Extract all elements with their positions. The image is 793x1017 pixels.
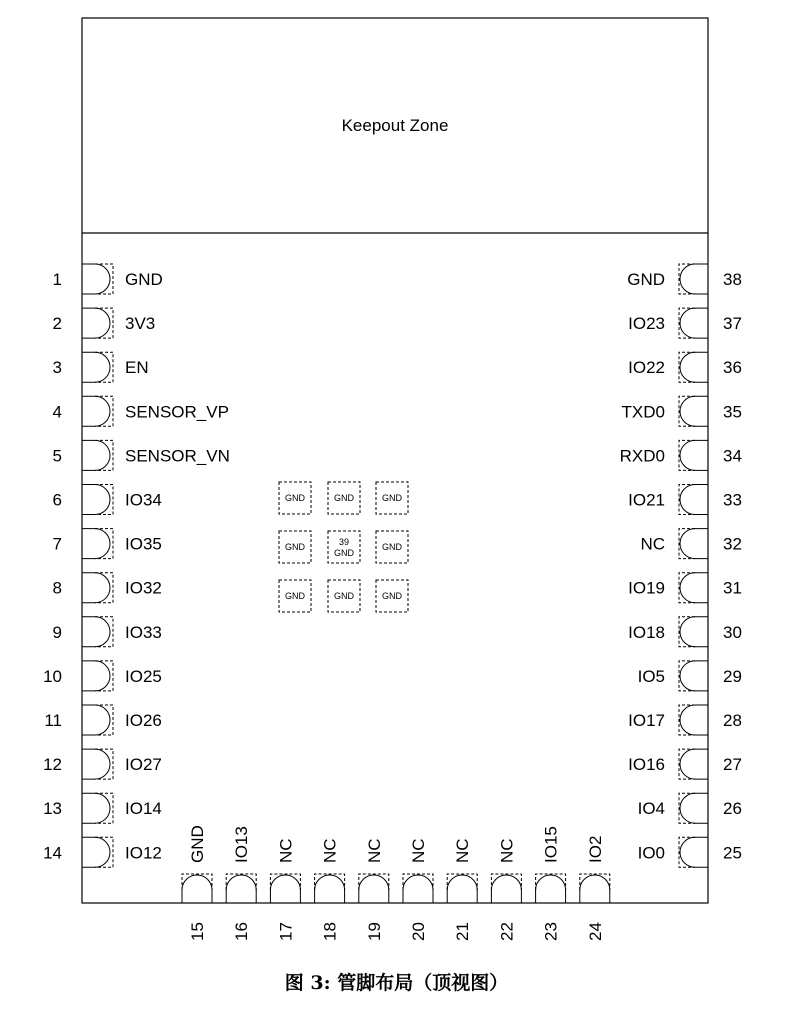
ground-pad [328, 482, 360, 514]
pin-pad [82, 396, 110, 426]
pin-number: 24 [585, 922, 605, 941]
bottom-pin-row [182, 825, 610, 941]
pin-pad [680, 617, 708, 647]
pin-number: 4 [52, 402, 62, 422]
pin-left [43, 661, 162, 691]
pin-number: 11 [44, 711, 62, 730]
pin-name: 3V3 [125, 314, 156, 334]
pin-name: IO34 [125, 490, 162, 510]
pin-number: 34 [723, 446, 742, 466]
ground-pad-label: GND [285, 493, 305, 503]
pin-number: 7 [52, 534, 62, 554]
pin-name: SENSOR_VN [125, 446, 230, 466]
pin-pad [82, 661, 110, 691]
pin-pad-outline [270, 874, 300, 890]
pin-right [628, 485, 742, 515]
pin-pad [536, 875, 566, 903]
right-pin-column [620, 264, 742, 867]
pin-right [628, 749, 742, 779]
ground-pad [279, 580, 311, 612]
pin-pad [680, 264, 708, 294]
pin-number: 31 [723, 578, 742, 598]
pin-left [53, 396, 229, 426]
pin-number: 3 [52, 358, 62, 378]
pin-pad [82, 485, 110, 515]
left-pin-column [43, 264, 230, 867]
ground-pad-label: GND [382, 591, 402, 601]
pin-pad [680, 529, 708, 559]
pin-pad [82, 264, 110, 294]
pin-right [628, 617, 742, 647]
pin-name: NC [497, 838, 517, 863]
pin-number: 13 [43, 799, 62, 819]
pin-pad-outline [447, 874, 477, 890]
pin-number: 12 [43, 755, 62, 775]
pin-name: NC [364, 838, 384, 863]
pin-pad [82, 837, 110, 867]
pin-pad-outline [226, 874, 256, 890]
pin-name: IO23 [628, 314, 665, 334]
figure-caption: 图 3: 管脚布局（顶视图） [284, 972, 509, 994]
pin-name: IO16 [628, 755, 665, 775]
ground-pad [279, 482, 311, 514]
pin-pad [680, 573, 708, 603]
pin-name: GND [188, 825, 207, 863]
pin-number: 16 [232, 922, 252, 941]
pin-pad-outline [679, 396, 695, 426]
ground-pad [279, 531, 311, 563]
ground-pad-label: GND [334, 493, 354, 503]
pin-name: GND [125, 270, 163, 289]
ground-pad-number: 39 [338, 537, 350, 547]
pin-name: IO21 [628, 490, 665, 510]
pin-pad-outline [679, 308, 695, 338]
pin-left [53, 485, 162, 515]
pin-pad [680, 396, 708, 426]
pin-pad-outline [679, 440, 695, 470]
pin-pad [680, 352, 708, 382]
pin-pad [82, 352, 110, 382]
pin-pad-outline [536, 874, 566, 890]
pin-name: IO26 [125, 711, 162, 730]
pin-number: 2 [52, 314, 62, 334]
pin-name: NC [453, 838, 473, 863]
pin-pad-outline [403, 874, 433, 890]
ground-pad-label: GND [285, 591, 305, 601]
pin-pad [680, 749, 708, 779]
pin-name: IO14 [125, 799, 162, 819]
pin-name: NC [409, 838, 428, 863]
pin-right [638, 661, 742, 691]
pin-pad [82, 705, 110, 735]
pin-number: 9 [52, 622, 62, 642]
pin-pad [270, 875, 300, 903]
pin-number: 23 [541, 922, 561, 941]
ground-pad-label: GND [382, 542, 402, 552]
ground-pad-label: GND [285, 542, 305, 552]
pin-pad-outline [315, 874, 345, 890]
pin-pad [359, 875, 389, 903]
pin-pad [82, 440, 110, 470]
pin-name: EN [125, 358, 149, 378]
pin-number: 1 [52, 270, 62, 289]
ground-pad [376, 482, 408, 514]
pin-number: 38 [723, 270, 742, 289]
pin-bottom [491, 838, 521, 941]
pin-right [628, 352, 742, 382]
pin-right [638, 837, 742, 867]
pin-number: 27 [723, 755, 742, 775]
pin-name: IO22 [628, 358, 665, 378]
pin-pad-outline [679, 485, 695, 515]
pin-right [622, 396, 742, 426]
pin-bottom [182, 825, 212, 941]
pin-name: NC [320, 838, 340, 863]
pin-name: NC [276, 838, 296, 863]
pin-pad-outline [679, 793, 695, 823]
pin-left [43, 749, 162, 779]
ground-pad [376, 531, 408, 563]
pin-pad-outline [182, 874, 212, 890]
pin-pad [680, 308, 708, 338]
pin-pad [680, 485, 708, 515]
pin-name: IO32 [125, 578, 162, 598]
pin-number: 25 [723, 843, 742, 863]
pin-name: IO4 [637, 799, 665, 819]
pin-pad [403, 875, 433, 903]
pin-name: IO25 [125, 666, 162, 686]
pin-bottom [580, 836, 610, 941]
pin-name: IO2 [585, 835, 605, 863]
pin-name: IO12 [125, 843, 162, 863]
pin-left [53, 617, 162, 647]
pin-pad [182, 875, 212, 903]
pin-bottom [359, 838, 389, 941]
pin-number: 22 [497, 922, 517, 941]
pin-name: IO13 [232, 826, 252, 863]
pin-right [627, 264, 742, 294]
pin-pad-outline [679, 705, 695, 735]
pin-name: IO18 [628, 622, 665, 642]
pin-pad-outline [679, 529, 695, 559]
pin-pad [82, 573, 110, 603]
pin-number: 14 [43, 843, 62, 863]
pin-pad-outline [679, 352, 695, 382]
pin-pad-outline [679, 264, 695, 294]
pin-pad-outline [679, 617, 695, 647]
ground-pad-label: GND [334, 548, 354, 558]
pin-number: 30 [723, 622, 742, 642]
pin-left [53, 529, 162, 559]
pin-pad-outline [580, 874, 610, 890]
pin-name: IO5 [637, 666, 665, 686]
pin-bottom [226, 826, 256, 941]
ground-pad-label: GND [382, 493, 402, 503]
pin-pad-outline [491, 874, 521, 890]
pin-left [53, 264, 163, 294]
keepout-zone-label: Keepout Zone [341, 116, 449, 135]
pin-pad-outline [679, 573, 695, 603]
pin-number: 32 [723, 534, 742, 554]
pin-number: 8 [52, 578, 62, 598]
pin-pad [680, 440, 708, 470]
pin-right [628, 308, 742, 338]
pin-name: IO15 [541, 826, 561, 863]
pin-pad [82, 793, 110, 823]
pin-name: IO17 [628, 711, 665, 730]
pin-right [620, 440, 742, 470]
pin-right [640, 529, 741, 559]
pin-pad [491, 875, 521, 903]
pin-pad [580, 875, 610, 903]
pin-left [43, 837, 162, 867]
pin-number: 37 [723, 314, 742, 334]
pin-pad [82, 749, 110, 779]
ground-pad-39 [328, 531, 360, 563]
pin-number: 33 [723, 490, 742, 510]
pin-bottom [536, 826, 566, 941]
pin-left [53, 440, 230, 470]
ground-pad [328, 580, 360, 612]
pin-name: IO27 [125, 755, 162, 775]
ground-pad-array [279, 482, 408, 612]
pin-number: 15 [188, 922, 207, 941]
ground-pad-label: GND [334, 591, 354, 601]
pin-bottom [315, 838, 345, 941]
ground-pad-outline [328, 531, 360, 563]
pin-left [53, 573, 162, 603]
pin-pad [82, 617, 110, 647]
pin-number: 19 [364, 922, 384, 941]
pin-right [638, 793, 742, 823]
pin-name: NC [640, 534, 665, 554]
pin-pad [680, 705, 708, 735]
pin-pad [680, 793, 708, 823]
pin-pad-outline [359, 874, 389, 890]
pin-name: IO0 [637, 843, 665, 863]
pin-pad [82, 308, 110, 338]
pin-number: 18 [320, 922, 340, 941]
pin-right [628, 573, 742, 603]
pin-name: TXD0 [621, 402, 665, 422]
pin-number: 20 [409, 922, 428, 941]
pin-pad-outline [679, 661, 695, 691]
pin-number: 28 [723, 711, 742, 730]
pin-pad [447, 875, 477, 903]
pin-pad [82, 529, 110, 559]
pin-number: 21 [453, 922, 473, 941]
pin-pad [680, 837, 708, 867]
pin-bottom [270, 838, 300, 941]
pin-name: RXD0 [619, 446, 665, 466]
pin-number: 36 [723, 358, 742, 378]
pin-name: SENSOR_VP [125, 402, 229, 422]
pin-bottom [447, 838, 477, 941]
pin-number: 26 [723, 799, 742, 819]
pin-left [53, 352, 149, 382]
pin-pad [226, 875, 256, 903]
pin-bottom [403, 838, 433, 941]
pin-left [53, 308, 156, 338]
pin-number: 10 [43, 666, 62, 686]
pin-left [44, 705, 162, 735]
pin-number: 6 [52, 490, 62, 510]
pin-number: 35 [723, 402, 742, 422]
pin-left [43, 793, 162, 823]
pin-name: GND [627, 270, 665, 289]
pin-name: IO35 [125, 534, 162, 554]
pin-pad [680, 661, 708, 691]
pin-name: IO19 [628, 578, 665, 598]
pin-number: 17 [276, 922, 296, 941]
pin-number: 5 [52, 446, 62, 466]
pin-pad-outline [679, 749, 695, 779]
pin-number: 29 [723, 666, 742, 686]
pin-pad [315, 875, 345, 903]
pin-right [628, 705, 742, 735]
pin-pad-outline [679, 837, 695, 867]
pin-name: IO33 [125, 622, 162, 642]
ground-pad [376, 580, 408, 612]
